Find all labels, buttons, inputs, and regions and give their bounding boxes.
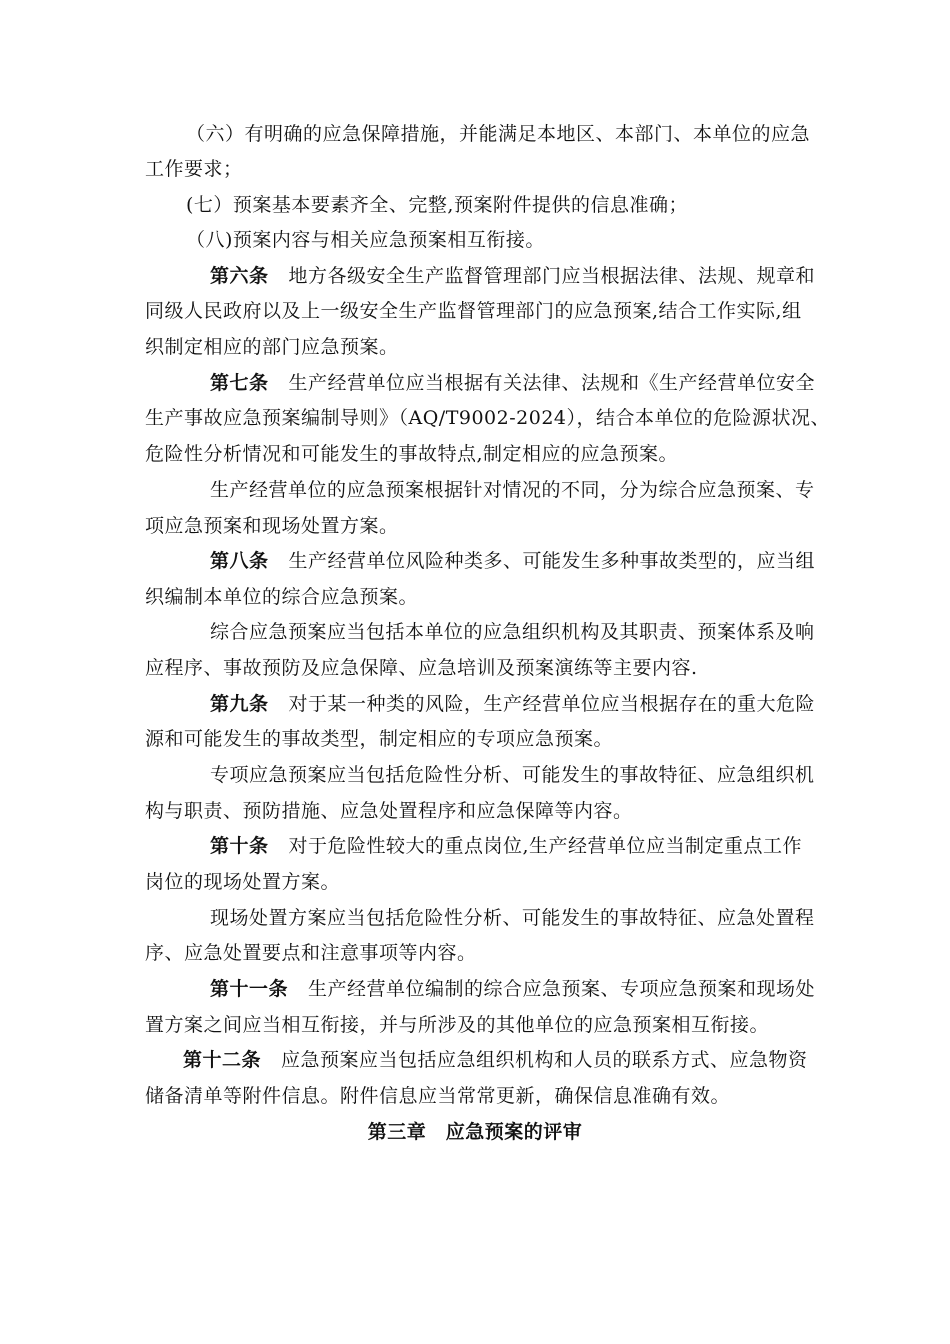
article-text: 地方各级安全生产监督管理部门应当根据法律、法规、规章和	[288, 265, 816, 287]
article-text: 生产经营单位风险种类多、可能发生多种事故类型的，应当组	[288, 550, 816, 572]
paragraph-line: 序、应急处置要点和注意事项等内容。	[145, 942, 477, 964]
article-title: 第十条	[210, 835, 269, 857]
paragraph-line: 综合应急预案应当包括本单位的应急组织机构及其职责、预案体系及响	[210, 621, 815, 643]
article-text: 对于某一种类的风险，生产经营单位应当根据存在的重大危险	[288, 693, 816, 715]
article-6-line	[210, 264, 815, 288]
article-text: 应急预案应当包括应急组织机构和人员的联系方式、应急物资	[281, 1049, 808, 1071]
paragraph-line: 生产事故应急预案编制导则》（AQ/T9002-2024），结合本单位的危险源状况、	[145, 407, 831, 429]
paragraph-line: 应程序、事故预防及应急保障、应急培训及预案演练等主要内容.	[145, 657, 698, 679]
article-8-line	[210, 549, 815, 573]
article-text: 生产经营单位编制的综合应急预案、专项应急预案和现场处	[308, 978, 816, 1000]
paragraph-line: 项应急预案和现场处置方案。	[145, 515, 399, 537]
paragraph-line: 织编制本单位的综合应急预案。	[145, 586, 419, 608]
article-text: 生产经营单位应当根据有关法律、法规和《生产经营单位安全	[288, 372, 816, 394]
paragraph-line: 岗位的现场处置方案。	[145, 871, 341, 893]
paragraph-line: 生产经营单位的应急预案根据针对情况的不同，分为综合应急预案、专	[210, 479, 815, 501]
article-12-line	[183, 1048, 808, 1072]
paragraph-line: （八)预案内容与相关应急预案相互衔接。	[186, 229, 545, 251]
article-title: 第六条	[210, 265, 269, 287]
article-10-line	[210, 834, 802, 858]
paragraph-line: 储备清单等附件信息。附件信息应当常常更新，确保信息准确有效。	[145, 1085, 731, 1107]
article-title: 第十一条	[210, 978, 289, 1000]
article-title: 第七条	[210, 372, 269, 394]
paragraph-line: 置方案之间应当相互衔接，并与所涉及的其他单位的应急预案相互衔接。	[145, 1014, 770, 1036]
paragraph-line: （六）有明确的应急保障措施，并能满足本地区、本部门、本单位的应急	[186, 123, 811, 145]
article-text: 对于危险性较大的重点岗位,生产经营单位应当制定重点工作	[288, 835, 803, 857]
article-11-line	[210, 977, 815, 1001]
paragraph-line: (七）预案基本要素齐全、完整,预案附件提供的信息准确；	[186, 194, 688, 216]
article-7-line	[210, 371, 815, 395]
paragraph-line: 同级人民政府以及上一级安全生产监督管理部门的应急预案,结合工作实际,组	[145, 300, 802, 322]
paragraph-line: 工作要求；	[145, 158, 243, 180]
article-9-line	[210, 692, 815, 716]
paragraph-line: 现场处置方案应当包括危险性分析、可能发生的事故特征、应急处置程	[210, 907, 815, 929]
paragraph-line: 专项应急预案应当包括危险性分析、可能发生的事故特征、应急组织机	[210, 764, 815, 786]
chapter-heading: 第三章 应急预案的评审	[367, 1121, 583, 1143]
article-title: 第九条	[210, 693, 269, 715]
paragraph-line: 织制定相应的部门应急预案。	[145, 336, 399, 358]
paragraph-line: 源和可能发生的事故类型，制定相应的专项应急预案。	[145, 728, 614, 750]
article-title: 第十二条	[183, 1049, 262, 1071]
article-title: 第八条	[210, 550, 269, 572]
paragraph-line: 危险性分析情况和可能发生的事故特点,制定相应的应急预案。	[145, 443, 679, 465]
paragraph-line: 构与职责、预防措施、应急处置程序和应急保障等内容。	[145, 800, 633, 822]
